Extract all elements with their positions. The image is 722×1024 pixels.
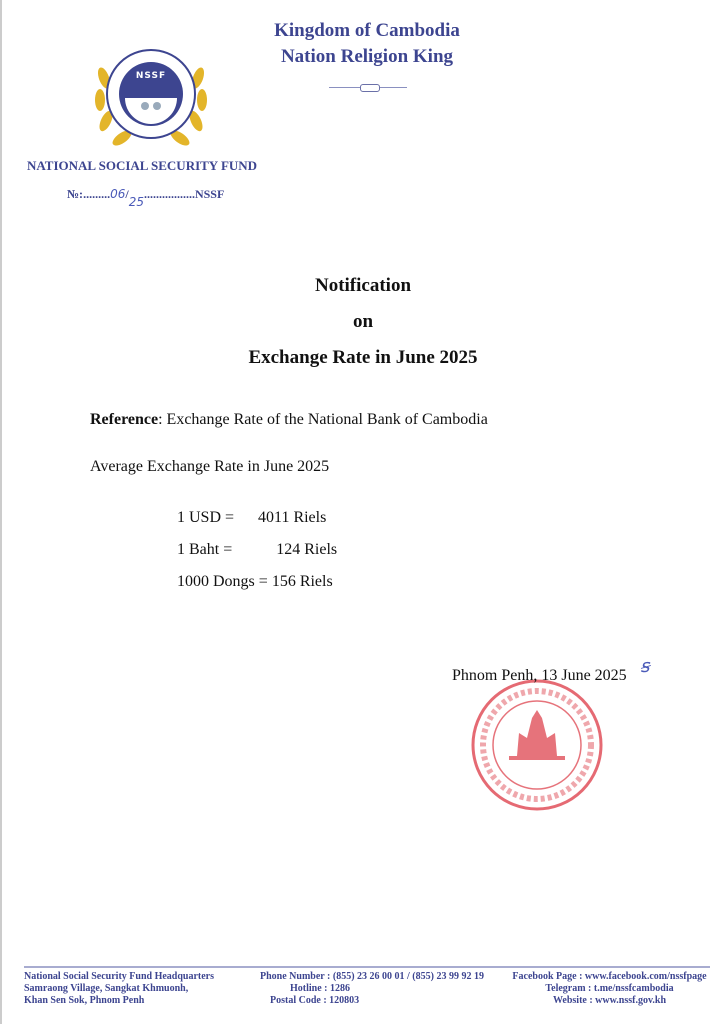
rate-unit: 1 USD =: [177, 509, 235, 526]
rate-unit: 1000 Dongs =: [177, 573, 268, 590]
official-stamp: [467, 678, 607, 813]
rate-unit: 1 Baht =: [177, 541, 233, 558]
rate-dong: [177, 573, 333, 591]
header-kingdom: Kingdom of Cambodia: [274, 20, 460, 41]
title-line1: Notification: [314, 275, 412, 296]
rate-value: 156 Riels: [271, 573, 333, 590]
footer-phone: [252, 971, 492, 1007]
logo-abbreviation: NSSF: [135, 71, 167, 81]
place-date: Phnom Penh, 13 June 2025: [452, 667, 627, 684]
number-prefix: №:: [67, 187, 84, 201]
rate-baht: [177, 541, 337, 559]
handwritten-number: 06: [110, 187, 126, 201]
facebook-link[interactable]: Facebook Page : www.facebook.com/nssfpage: [512, 971, 707, 982]
title-line3: Exchange Rate in June 2025: [248, 347, 478, 368]
reference-line: [90, 411, 488, 429]
footer-line: National Social Security Fund Headquarters: [24, 971, 215, 982]
rate-value: 4011 Riels: [258, 509, 327, 526]
org-name: NATIONAL SOCIAL SECURITY FUND: [27, 158, 258, 173]
footer-contact: [507, 971, 712, 1007]
footer-line: Samraong Village, Sangkat Khmuonh,: [24, 983, 189, 994]
website-link[interactable]: Website : www.nssf.gov.kh: [552, 995, 667, 1006]
footer-address: [24, 971, 214, 1007]
nssf-logo: [90, 38, 212, 150]
title-line2: on: [352, 311, 374, 332]
footer-line: Phone Number : (855) 23 26 00 01 / (855) 23 99 92 19: [260, 971, 484, 982]
reference-label: Reference: [90, 411, 159, 428]
footer-line: Postal Code : 120803: [270, 995, 360, 1006]
footer-divider: [24, 966, 710, 968]
number-suffix: NSSF: [194, 187, 225, 201]
reference-text: : Exchange Rate of the National Bank of Cambodia: [158, 411, 488, 428]
reference-number: №:.........06/25.................NSSF: [67, 187, 225, 209]
signature: ꞩ: [640, 656, 650, 676]
handwritten-year: 25: [128, 195, 144, 209]
ornament-icon: [360, 84, 380, 92]
footer-line: Khan Sen Sok, Phnom Penh: [24, 995, 145, 1006]
rate-usd: [177, 509, 326, 527]
header-motto: Nation Religion King: [280, 46, 454, 67]
footer-line: Hotline : 1286: [290, 983, 350, 994]
rate-value: 124 Riels: [276, 541, 338, 558]
average-label: Average Exchange Rate in June 2025: [90, 458, 330, 475]
telegram-link[interactable]: Telegram : t.me/nssfcambodia: [545, 983, 674, 994]
